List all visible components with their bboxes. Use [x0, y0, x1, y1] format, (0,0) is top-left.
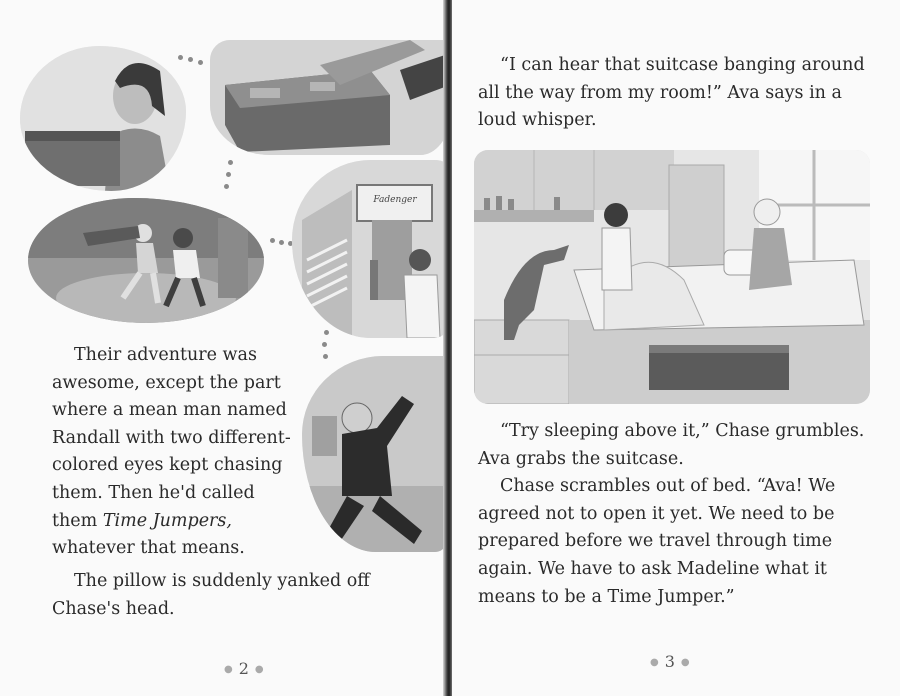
left-body-text-2: [52, 568, 436, 623]
page-number-dot-icon: ●: [254, 664, 264, 675]
page-number-dot-icon: ●: [680, 657, 690, 668]
illustration-suitcase: [210, 40, 450, 155]
right-body-text-bottom: [478, 418, 870, 611]
right-body-text-top: [478, 52, 870, 135]
illustration-girl-with-box: [20, 46, 186, 191]
paragraph-adventure-text: Their adventure was awesome, except the part where a mean man named Randall with two different-colored eyes kept chasing them. Then he'd called them: [52, 345, 291, 531]
thought-dots-1: [178, 55, 208, 65]
paragraph-adventure-end: whatever that means.: [52, 538, 245, 559]
paragraph-sleeping-above: “Try sleeping above it,” Chase grumbles. Ava grabs the suitcase.: [478, 421, 865, 469]
museum-sign-text: Fadenger: [373, 195, 417, 205]
paragraph-chase-scrambles: Chase scrambles out of bed. “Ava! We agreed not to open it yet. We need to be prepared before we travel through time again. We have to ask Madeline what it means to be a Time Jumper.”: [478, 476, 836, 607]
thought-dots-4: [322, 330, 330, 360]
illustration-museum-hall: [292, 160, 450, 338]
thought-dots-2: [224, 160, 236, 196]
left-page: [0, 0, 446, 696]
illustration-running-kids: [28, 198, 264, 323]
page-number-left: [218, 659, 270, 678]
paragraph-adventure: [52, 342, 304, 563]
illustration-randall: [302, 356, 450, 552]
page-number-right: [644, 652, 696, 671]
left-body-text: [52, 342, 304, 563]
paragraph-pillow: The pillow is suddenly yanked off Chase's head.: [52, 571, 370, 619]
page-number-right-value: 3: [664, 652, 675, 671]
time-jumpers-italic: Time Jumpers,: [102, 510, 232, 531]
thought-dots-3: [270, 238, 294, 246]
page-number-left-value: 2: [238, 659, 249, 678]
page-number-dot-icon: ●: [650, 657, 659, 668]
illustration-bedroom: [474, 150, 870, 404]
page-number-dot-icon: ●: [224, 664, 233, 675]
paragraph-suitcase-banging: “I can hear that suitcase banging around all the way from my room!” Ava says in a loud whisper.: [478, 55, 865, 131]
